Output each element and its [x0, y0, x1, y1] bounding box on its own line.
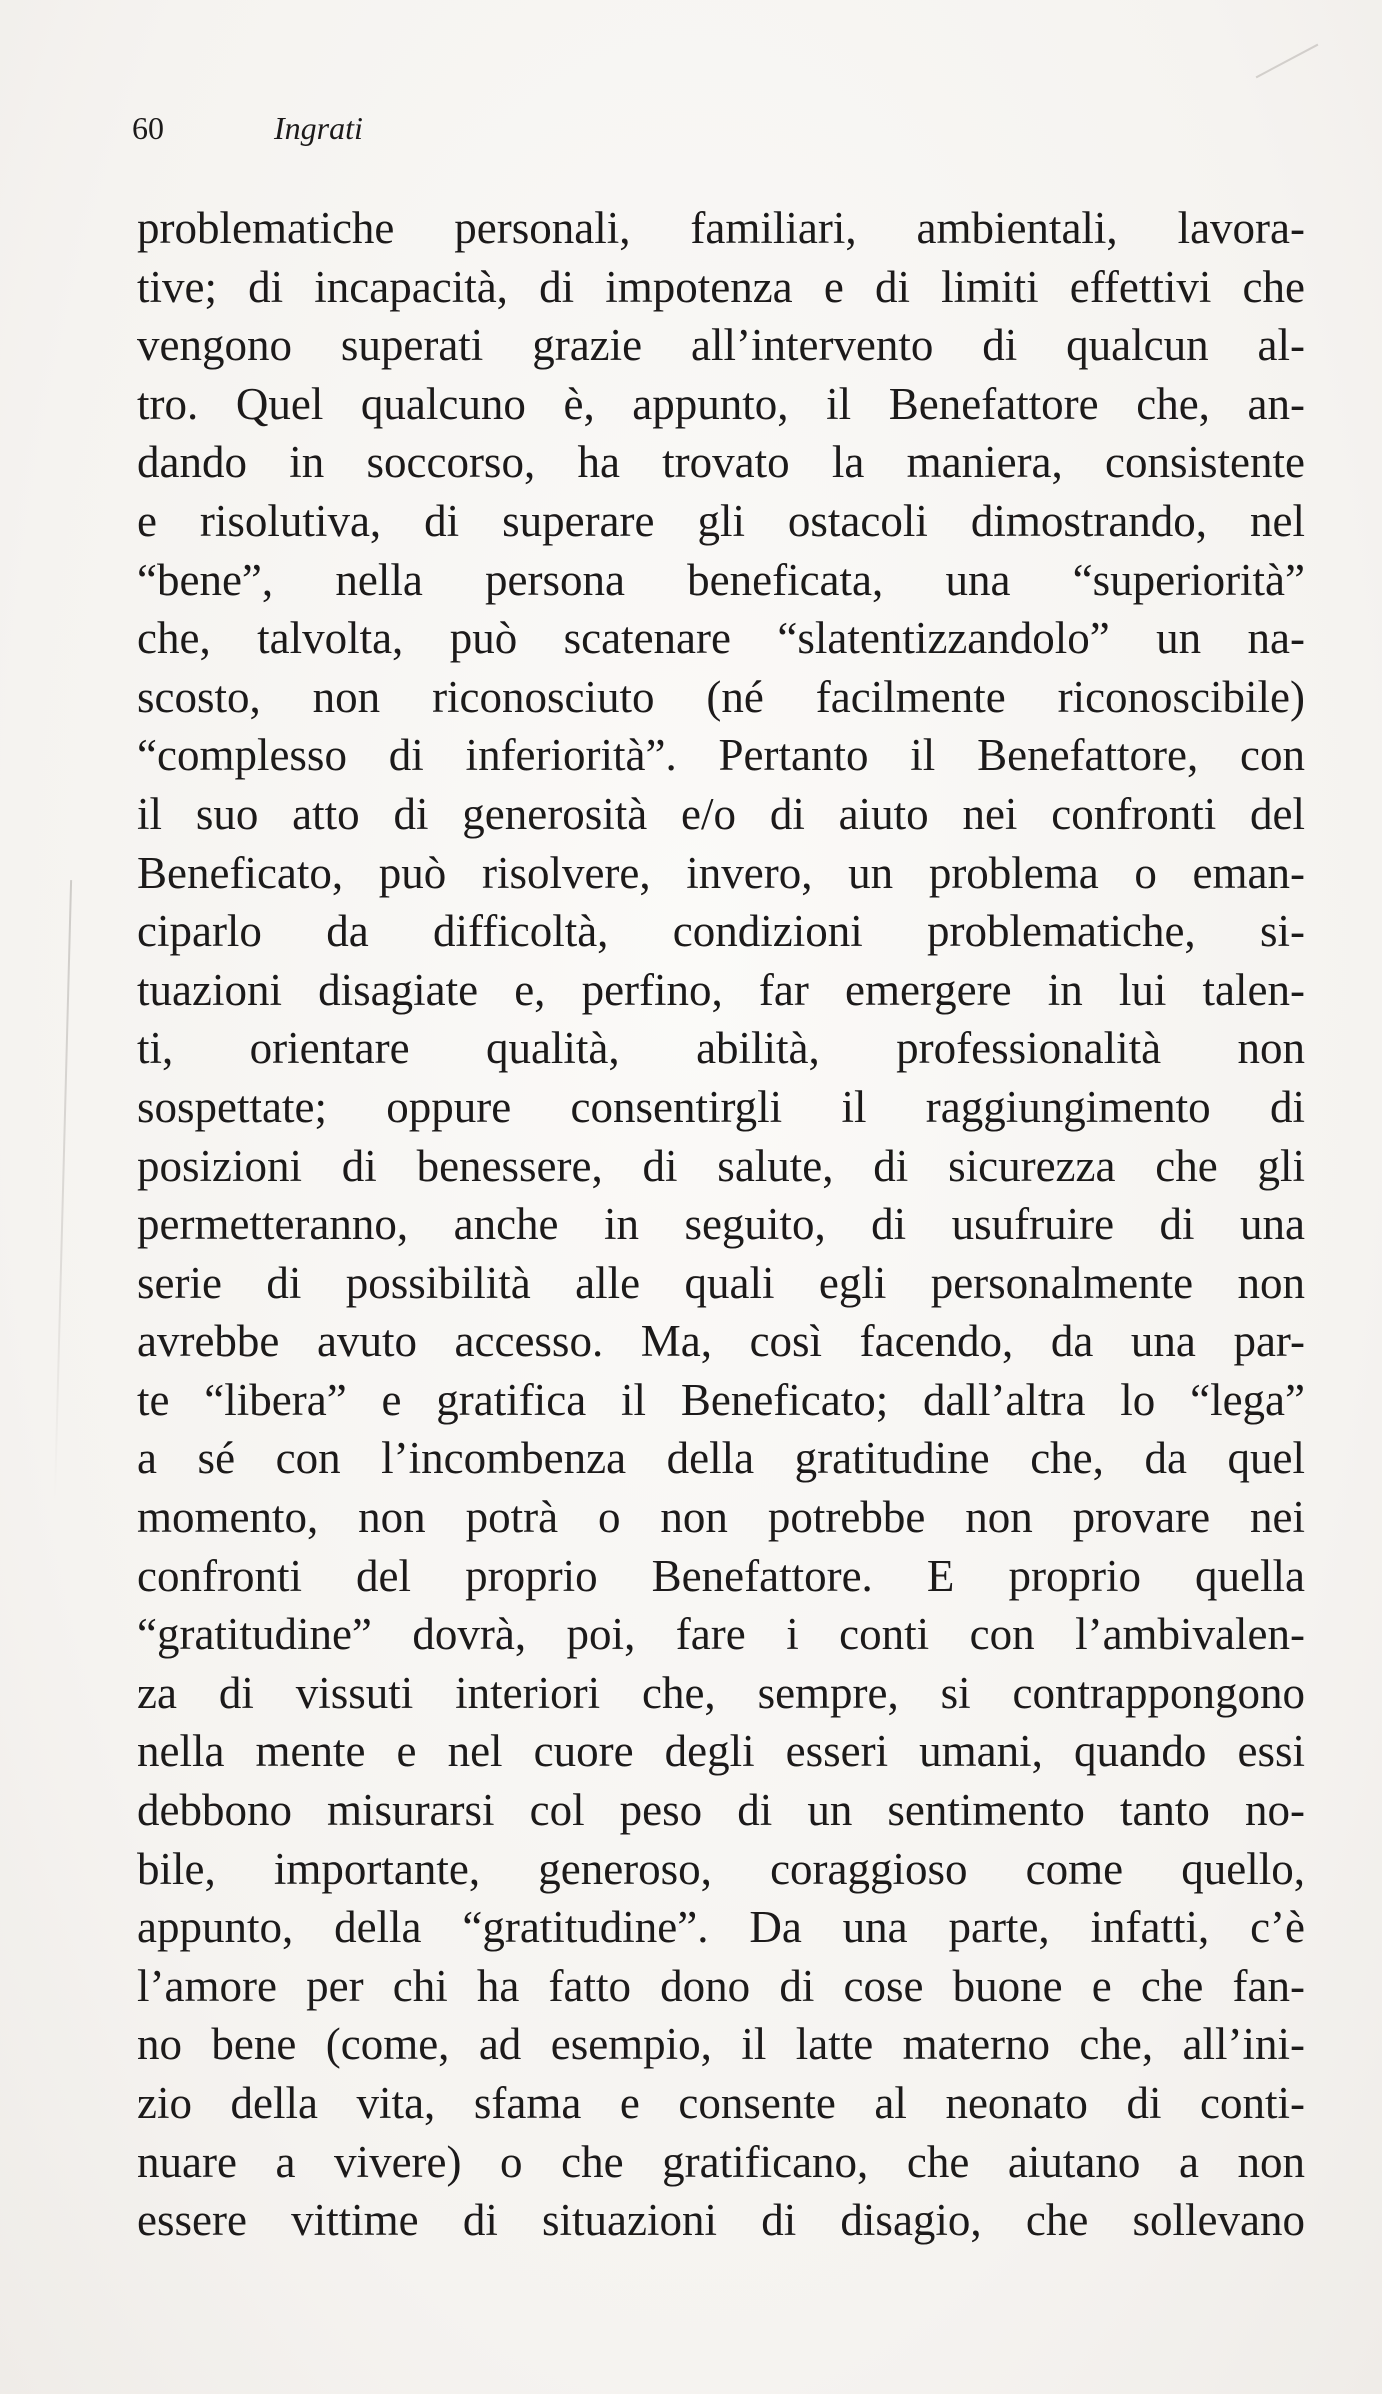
pencil-margin-mark: [54, 880, 72, 1500]
text-line: nuare a vivere) o che gratificano, che aiutano a non: [137, 2136, 1305, 2187]
page-number: 60: [132, 110, 164, 146]
text-line: e risolutiva, di superare gli ostacoli dimostrando, nel: [137, 495, 1305, 546]
text-line: “complesso di inferiorità”. Pertanto il Benefattore, con: [137, 730, 1305, 781]
text-line: ti, orientare qualità, abilità, professionalità non: [137, 1023, 1305, 1074]
text-line: tro. Quel qualcuno è, appunto, il Benefattore che, an-: [137, 378, 1305, 429]
text-line: Beneficato, può risolvere, invero, un problema o eman-: [137, 847, 1305, 898]
text-line: problematiche personali, familiari, ambientali, lavora-: [137, 203, 1305, 253]
text-line: zio della vita, sfama e consente al neonato di conti-: [137, 2078, 1305, 2128]
text-line: nella mente e nel cuore degli esseri umani, quando essi: [137, 1726, 1305, 1777]
running-head: [132, 108, 363, 148]
text-line: dando in soccorso, ha trovato la maniera, consistente: [137, 437, 1305, 488]
text-line: a sé con l’incombenza della gratitudine che, da quel: [137, 1433, 1305, 1484]
text-line: scosto, non riconosciuto (né facilmente riconoscibile): [137, 671, 1305, 722]
text-line: permetteranno, anche in seguito, di usufruire di una: [137, 1199, 1305, 1250]
body-text: [137, 199, 1305, 2250]
text-line: no bene (come, ad esempio, il latte materno che, all’ini-: [137, 2019, 1305, 2070]
text-line: “bene”, nella persona beneficata, una “superiorità”: [137, 554, 1305, 605]
text-line: “gratitudine” dovrà, poi, fare i conti con l’ambivalen-: [137, 1609, 1305, 1660]
text-line: bile, importante, generoso, coraggioso come quello,: [137, 1843, 1305, 1894]
text-line: appunto, della “gratitudine”. Da una parte, infatti, c’è: [137, 1902, 1305, 1953]
text-line: za di vissuti interiori che, sempre, si contrappongono: [137, 1667, 1305, 1718]
scan-corner-mark: [1256, 44, 1319, 79]
text-line: debbono misurarsi col peso di un sentimento tanto no-: [137, 1785, 1305, 1836]
text-line: momento, non potrà o non potrebbe non provare nei: [137, 1492, 1305, 1543]
text-line: confronti del proprio Benefattore. E proprio quella: [137, 1550, 1305, 1601]
text-line: tuazioni disagiate e, perfino, far emergere in lui talen-: [137, 964, 1305, 1015]
text-line: essere vittime di situazioni di disagio, che sollevano: [137, 2195, 1305, 2246]
text-line: ciparlo da difficoltà, condizioni problematiche, si-: [137, 906, 1305, 957]
text-line: l’amore per chi ha fatto dono di cose buone e che fan-: [137, 1960, 1305, 2011]
text-line: posizioni di benessere, di salute, di sicurezza che gli: [137, 1140, 1305, 1191]
text-line: il suo atto di generosità e/o di aiuto nei confronti del: [137, 788, 1305, 839]
running-title: Ingrati: [274, 110, 363, 146]
text-line: te “libera” e gratifica il Beneficato; dall’altra lo “lega”: [137, 1374, 1305, 1425]
text-line: che, talvolta, può scatenare “slatentizzandolo” un na-: [137, 613, 1305, 664]
text-line: serie di possibilità alle quali egli personalmente non: [137, 1257, 1305, 1308]
text-line: avrebbe avuto accesso. Ma, così facendo, da una par-: [137, 1316, 1305, 1367]
text-line: tive; di incapacità, di impotenza e di limiti effettivi che: [137, 261, 1305, 312]
text-line: vengono superati grazie all’intervento di qualcun al-: [137, 320, 1305, 371]
text-line: sospettate; oppure consentirgli il raggiungimento di: [137, 1081, 1305, 1132]
